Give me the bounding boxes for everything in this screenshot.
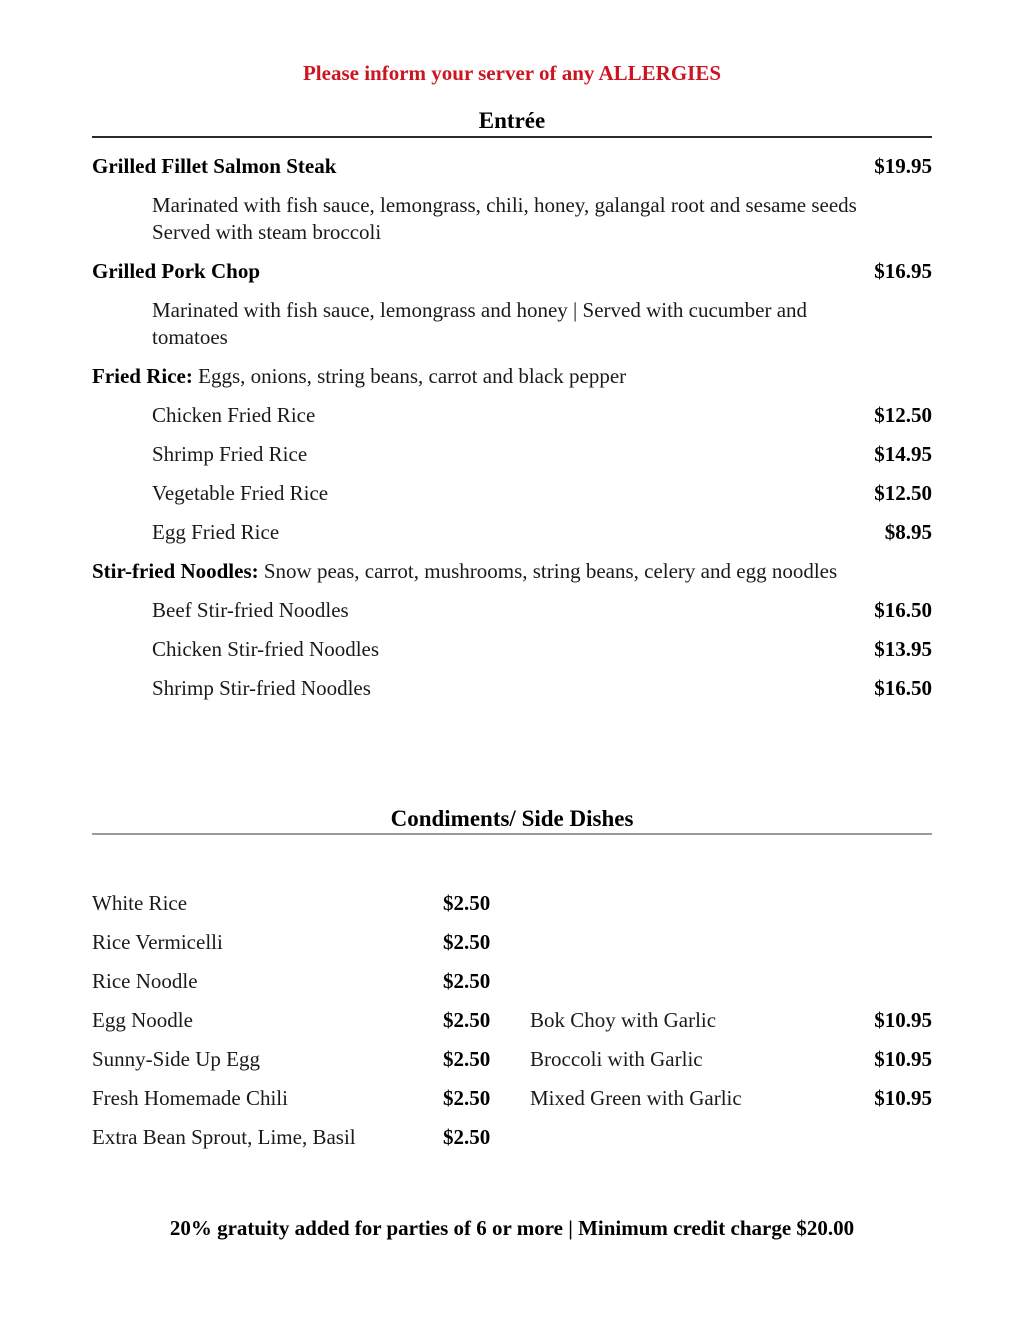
menu-item-chicken-stir-fried-noodles bbox=[92, 636, 932, 663]
item-name: Vegetable Fried Rice bbox=[152, 481, 329, 505]
item-name: Extra Bean Sprout, Lime, Basil bbox=[92, 1125, 356, 1149]
item-price: $2.50 bbox=[443, 969, 491, 993]
group-name: Fried Rice: bbox=[92, 364, 193, 388]
item-name: Egg Fried Rice bbox=[152, 520, 280, 544]
item-price: $13.95 bbox=[874, 637, 932, 661]
item-price: $2.50 bbox=[443, 1047, 491, 1071]
item-price: $2.50 bbox=[443, 930, 491, 954]
item-name: Sunny-Side Up Egg bbox=[92, 1047, 260, 1071]
condiment-row-rice-vermicelli bbox=[92, 929, 932, 956]
condiment-row-fresh-homemade-chili bbox=[92, 1085, 932, 1112]
item-name: Grilled Fillet Salmon Steak bbox=[92, 154, 337, 178]
item-price bbox=[870, 1124, 932, 1151]
menu-item-chicken-fried-rice bbox=[92, 402, 932, 429]
item-name: Fresh Homemade Chili bbox=[92, 1086, 288, 1110]
item-price: $12.50 bbox=[874, 481, 932, 505]
menu-item-shrimp-fried-rice bbox=[92, 441, 932, 468]
item-description bbox=[152, 297, 932, 351]
menu-item-beef-stir-fried-noodles bbox=[92, 597, 932, 624]
menu-item-salmon bbox=[92, 153, 932, 180]
menu-item-egg-fried-rice bbox=[92, 519, 932, 546]
item-name: Broccoli with Garlic bbox=[530, 1047, 703, 1071]
fried-rice-group-label bbox=[92, 363, 932, 390]
item-name: Egg Noodle bbox=[92, 1008, 193, 1032]
item-name: White Rice bbox=[92, 891, 188, 915]
condiment-row-extra-bean-sprout bbox=[92, 1124, 932, 1151]
condiment-row-sunny-side-up-egg bbox=[92, 1046, 932, 1073]
item-name bbox=[530, 890, 870, 917]
menu-item-pork-chop bbox=[92, 258, 932, 285]
condiments-divider bbox=[92, 833, 932, 835]
item-name: Chicken Fried Rice bbox=[152, 403, 316, 427]
condiments-section-title: Condiments/ Side Dishes bbox=[390, 806, 634, 831]
menu-item-shrimp-stir-fried-noodles bbox=[92, 675, 932, 702]
condiment-row-white-rice bbox=[92, 890, 932, 917]
item-price bbox=[870, 929, 932, 956]
item-name: Shrimp Fried Rice bbox=[152, 442, 308, 466]
item-price: $19.95 bbox=[874, 154, 932, 178]
item-name: Bok Choy with Garlic bbox=[530, 1008, 717, 1032]
item-name: Rice Vermicelli bbox=[92, 930, 223, 954]
item-name: Rice Noodle bbox=[92, 969, 198, 993]
item-name: Grilled Pork Chop bbox=[92, 259, 261, 283]
item-price: $12.50 bbox=[874, 403, 932, 427]
item-price: $2.50 bbox=[443, 891, 491, 915]
item-description bbox=[152, 192, 932, 246]
item-name: Chicken Stir-fried Noodles bbox=[152, 637, 380, 661]
item-name bbox=[530, 1124, 870, 1151]
item-name bbox=[530, 929, 870, 956]
item-price: $10.95 bbox=[874, 1047, 932, 1071]
stir-fried-noodles-group-label bbox=[92, 558, 932, 585]
gratuity-note: 20% gratuity added for parties of 6 or more | Minimum credit charge $20.00 bbox=[169, 1216, 855, 1240]
menu-item-vegetable-fried-rice bbox=[92, 480, 932, 507]
item-price: $2.50 bbox=[443, 1008, 491, 1032]
item-price: $16.50 bbox=[874, 598, 932, 622]
item-price bbox=[870, 890, 932, 917]
item-price: $14.95 bbox=[874, 442, 932, 466]
item-name: Shrimp Stir-fried Noodles bbox=[152, 676, 371, 700]
description-line: Marinated with fish sauce, lemongrass, chili, honey, galangal root and sesame seeds bbox=[152, 193, 857, 217]
condiment-row-egg-noodle bbox=[92, 1007, 932, 1034]
item-price bbox=[870, 968, 932, 995]
entree-section-title: Entrée bbox=[478, 108, 546, 133]
item-name: Mixed Green with Garlic bbox=[530, 1086, 742, 1110]
group-description: Eggs, onions, string beans, carrot and black pepper bbox=[192, 364, 627, 388]
item-name: Beef Stir-fried Noodles bbox=[152, 598, 349, 622]
description-line: Served with steam broccoli bbox=[152, 220, 382, 244]
entree-divider bbox=[92, 136, 932, 138]
item-price: $8.95 bbox=[884, 520, 932, 544]
item-price: $2.50 bbox=[443, 1086, 491, 1110]
item-name bbox=[530, 968, 870, 995]
group-description: Snow peas, carrot, mushrooms, string beans, celery and egg noodles bbox=[258, 559, 838, 583]
item-price: $10.95 bbox=[874, 1086, 932, 1110]
group-name: Stir-fried Noodles: bbox=[92, 559, 259, 583]
item-price: $16.95 bbox=[874, 259, 932, 283]
condiment-row-rice-noodle bbox=[92, 968, 932, 995]
description-line: Marinated with fish sauce, lemongrass and honey | Served with cucumber and bbox=[152, 298, 808, 322]
allergy-notice: Please inform your server of any ALLERGIES bbox=[302, 61, 722, 85]
item-price: $2.50 bbox=[443, 1125, 491, 1149]
description-line: tomatoes bbox=[152, 325, 228, 349]
item-price: $16.50 bbox=[874, 676, 932, 700]
item-price: $10.95 bbox=[874, 1008, 932, 1032]
